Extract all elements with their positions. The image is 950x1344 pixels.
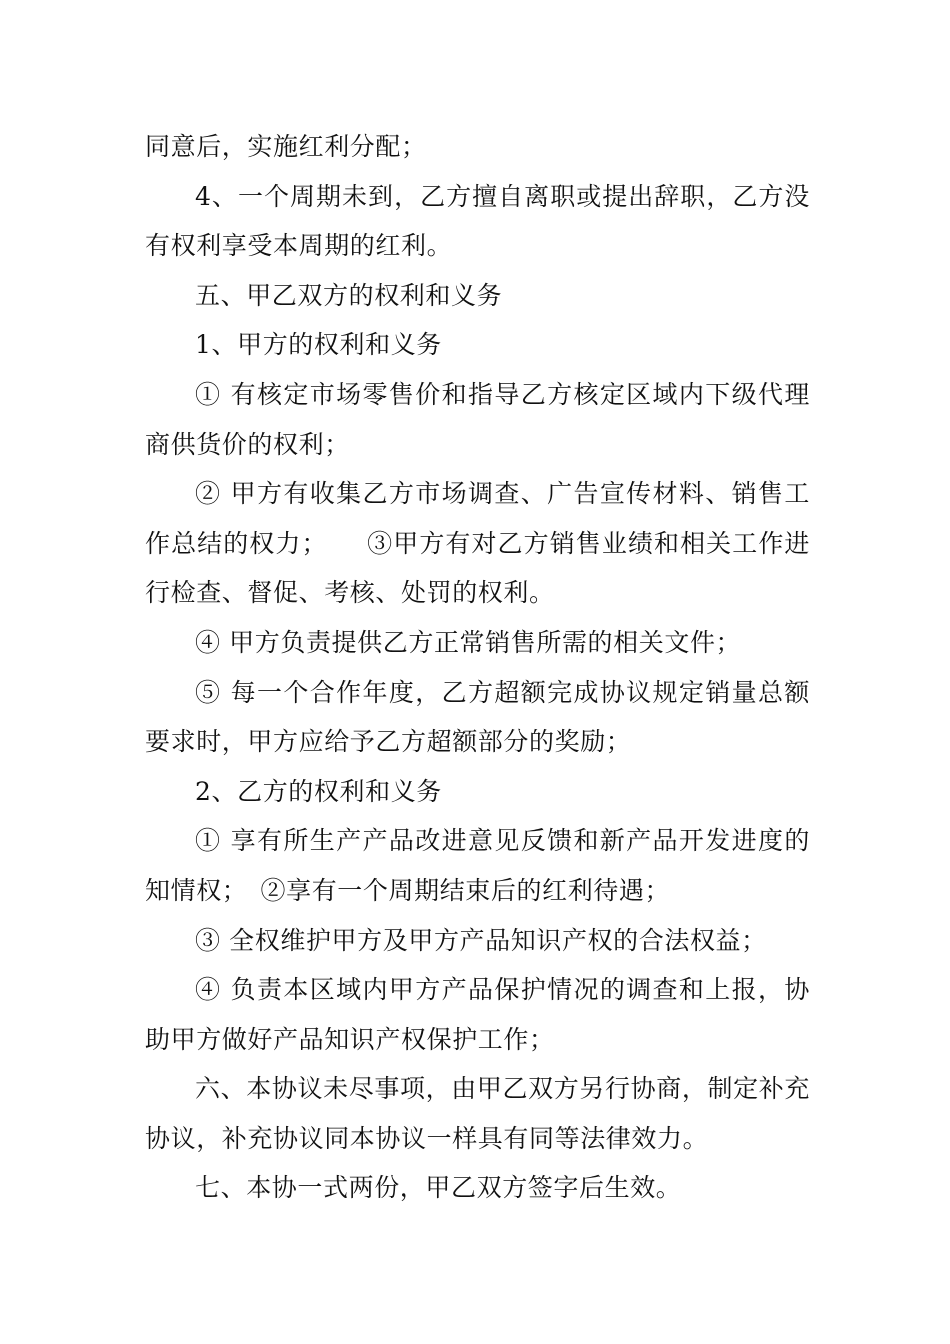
paragraph-party-b-item-3: ③ 全权维护甲方及甲方产品知识产权的合法权益； (195, 925, 767, 955)
subsection-heading-party-a: 1、甲方的权利和义务 (195, 330, 442, 360)
paragraph-party-b-item-4: ④ 负责本区域内甲方产品保护情况的调查和上报，协助甲方做好产品知识产权保护工作； (145, 975, 810, 1054)
paragraph-party-a-item-2-3: ② 甲方有收集乙方市场调查、广告宣传材料、销售工作总结的权力； ③甲方有对乙方销售业绩和相关工作进行检查、督促、考核、处罚的权利。 (145, 479, 810, 608)
section-heading-5: 五、甲乙双方的权利和义务 (195, 280, 503, 310)
document-body (145, 122, 810, 1213)
paragraph-clause-4: 4、一个周期未到，乙方擅自离职或提出辞职，乙方没有权利享受本周期的红利。 (145, 181, 810, 261)
paragraph-party-a-item-4: ④ 甲方负责提供乙方正常销售所需的相关文件； (195, 627, 742, 657)
paragraph-party-a-item-5: ⑤ 每一个合作年度，乙方超额完成协议规定销量总额要求时，甲方应给予乙方超额部分的奖励； (145, 677, 810, 757)
section-heading-6: 六、本协议未尽事项，由甲乙双方另行协商，制定补充协议，补充协议同本协议一样具有同等法律效力。 (145, 1074, 810, 1153)
subsection-heading-party-b: 2、乙方的权利和义务 (195, 776, 442, 806)
paragraph-continuation: 同意后，实施红利分配； (145, 132, 427, 161)
paragraph-party-a-item-1: ① 有核定市场零售价和指导乙方核定区域内下级代理商供货价的权利； (145, 379, 810, 459)
paragraph-party-b-item-1-2: ① 享有所生产产品改进意见反馈和新产品开发进度的知情权； ②享有一个周期结束后的红利待遇； (145, 826, 810, 905)
section-heading-7: 七、本协一式两份，甲乙双方签字后生效。 (195, 1173, 682, 1203)
